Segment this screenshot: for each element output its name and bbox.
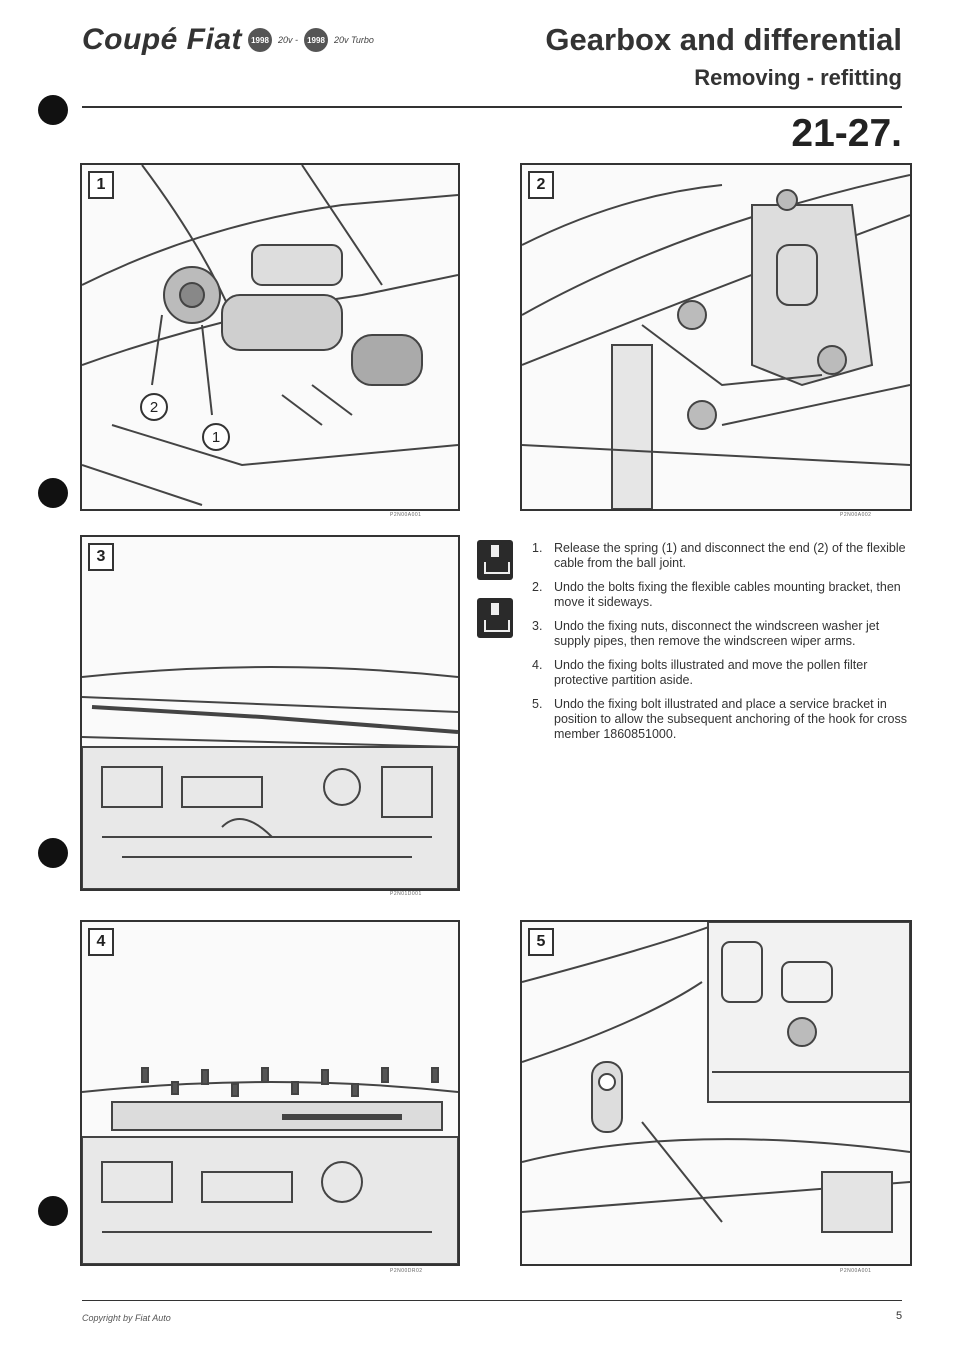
figure-4 <box>80 920 460 1266</box>
figure-1 <box>80 163 460 511</box>
figure-code: P2N01D001 <box>390 891 422 897</box>
figure-code: P2N00DR02 <box>390 1268 423 1274</box>
header-brand-block <box>82 18 374 62</box>
instruction-step <box>532 580 912 610</box>
section-subtitle: Removing - refitting <box>694 65 902 90</box>
figure-label: 5 <box>528 928 554 956</box>
page-code: 21-27. <box>791 112 902 155</box>
figure-2 <box>520 163 912 511</box>
step-number: 1. <box>532 541 543 555</box>
figure-label: 4 <box>88 928 114 956</box>
figure-3 <box>80 535 460 891</box>
figure-3-illustration <box>82 537 458 889</box>
step-text: Undo the fixing bolts illustrated and move the pollen filter protective partition aside. <box>554 658 868 687</box>
engine-badge-icon: 1998 <box>304 28 328 52</box>
variant-label: 20v - <box>278 35 299 45</box>
figure-4-illustration <box>82 922 458 1264</box>
figure-code: P2N00A001 <box>840 1268 872 1274</box>
instruction-step <box>532 541 912 571</box>
engine-badge-icon: 1998 <box>248 28 272 52</box>
callout-marker: 2 <box>140 393 168 421</box>
binder-hole <box>38 838 68 868</box>
step-text: Release the spring (1) and disconnect the end (2) of the flexible cable from the ball joint. <box>554 541 906 570</box>
figure-label: 1 <box>88 171 114 199</box>
header-divider <box>82 106 902 108</box>
instruction-step <box>532 619 912 649</box>
footer-divider <box>82 1300 902 1301</box>
remove-icon <box>477 540 513 580</box>
instruction-step <box>532 658 912 688</box>
brand-title: Coupé Fiat <box>82 23 242 56</box>
step-number: 2. <box>532 580 543 594</box>
step-text: Undo the fixing nuts, disconnect the windscreen washer jet supply pipes, then remove the windscreen wiper arms. <box>554 619 880 648</box>
figure-5-illustration <box>522 922 910 1264</box>
instruction-list <box>532 541 912 751</box>
figure-label: 3 <box>88 543 114 571</box>
step-number: 4. <box>532 658 543 672</box>
figure-code: P2N00A001 <box>390 512 422 518</box>
binder-hole <box>38 478 68 508</box>
section-title: Gearbox and differential <box>545 22 902 57</box>
step-text: Undo the bolts fixing the flexible cables mounting bracket, then move it sideways. <box>554 580 901 609</box>
copyright-notice: Copyright by Fiat Auto <box>82 1313 171 1323</box>
instruction-step <box>532 697 912 742</box>
figure-code: P2N00A002 <box>840 512 872 518</box>
step-number: 3. <box>532 619 543 633</box>
page-number: 5 <box>896 1310 903 1322</box>
callout-marker: 1 <box>202 423 230 451</box>
step-number: 5. <box>532 697 543 711</box>
step-text: Undo the fixing bolt illustrated and place a service bracket in position to allow the subsequent anchoring of the hook for cross member 1860851000. <box>554 697 907 741</box>
figure-5 <box>520 920 912 1266</box>
figure-1-illustration <box>82 165 458 509</box>
figure-label: 2 <box>528 171 554 199</box>
binder-hole <box>38 95 68 125</box>
figure-2-illustration <box>522 165 910 509</box>
variant-label: 20v Turbo <box>334 35 374 45</box>
refit-icon <box>477 598 513 638</box>
binder-hole <box>38 1196 68 1226</box>
